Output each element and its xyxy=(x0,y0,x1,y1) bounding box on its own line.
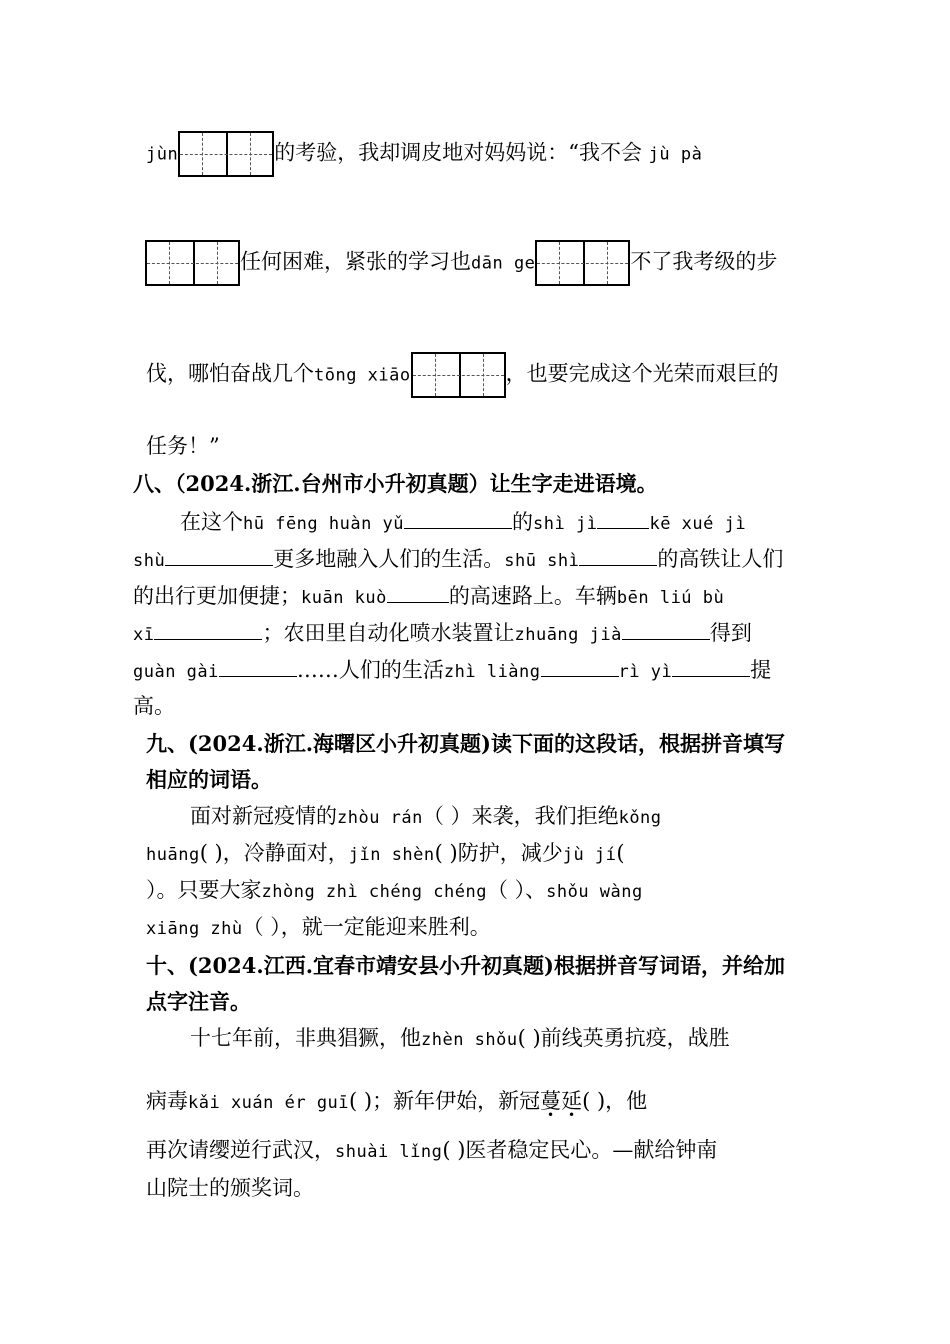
q8-text: 得到 xyxy=(709,621,752,645)
story-text: 的考验，我却调皮地对妈妈说：“我不会 xyxy=(274,140,642,165)
story-line-4: 任务！” xyxy=(146,434,220,458)
pinyin-text: kē xué jì xyxy=(649,514,747,534)
pinyin-text: shì jì xyxy=(533,514,598,534)
answer-blank[interactable] xyxy=(165,543,273,566)
q10-line-3 xyxy=(146,1135,717,1167)
q10-line-2 xyxy=(146,1086,647,1118)
q9-text: （ ）、 xyxy=(486,878,547,902)
q9-text: 面对新冠疫情的 xyxy=(190,804,337,828)
q9-heading: 九、(2024.浙江.海曙区小升初真题)读下面的这段话，根据拼音填写 xyxy=(146,731,785,756)
q8-line-2 xyxy=(133,543,783,576)
q8-heading: 八、（2024.浙江.台州市小升初真题）让生字走进语境。 xyxy=(133,471,658,496)
q8-text: 的高速路上。车辆 xyxy=(448,584,617,608)
answer-blank[interactable] xyxy=(622,617,710,640)
answer-blank[interactable] xyxy=(597,506,649,529)
writing-grid[interactable] xyxy=(178,131,274,177)
answer-blank[interactable] xyxy=(672,654,750,677)
writing-grid[interactable] xyxy=(145,240,240,286)
q10-text: 病毒 xyxy=(146,1089,188,1113)
q10-text: 再次请缨逆行武汉， xyxy=(146,1138,335,1162)
pinyin-text: guàn gài xyxy=(133,662,219,682)
q8-line-4 xyxy=(133,617,752,650)
q8-text: 更多地融入人们的生活。 xyxy=(273,547,505,571)
story-text: 不了我考级的步 xyxy=(630,249,778,274)
q9-heading-cont: 相应的词语。 xyxy=(146,767,272,792)
q9-line-3 xyxy=(146,875,643,907)
pinyin-text: zhòng zhì chéng chéng xyxy=(261,882,487,902)
q8-text: 提 xyxy=(750,658,772,682)
story-line-2 xyxy=(145,240,777,286)
pinyin-text: jùn xyxy=(146,144,179,165)
pinyin-text: bēn liú bù xyxy=(616,588,725,608)
pinyin-text: kuān kuò xyxy=(301,588,387,608)
dotted-char: 蔓 xyxy=(540,1089,562,1113)
pinyin-text: zhì liàng xyxy=(443,662,541,682)
answer-blank[interactable] xyxy=(154,617,262,640)
pinyin-text: kǎi xuán ér guī xyxy=(188,1093,350,1113)
writing-grid[interactable] xyxy=(535,240,630,286)
q8-text: ；农田里自动化喷水装置让 xyxy=(262,621,515,645)
pinyin-text: tōng xiāo xyxy=(314,365,411,386)
pinyin-text: shuài lǐng xyxy=(335,1142,443,1162)
q9-line-4 xyxy=(146,912,491,944)
q8-text: ……人们的生活 xyxy=(296,658,444,682)
q10-heading-cont: 点字注音。 xyxy=(146,989,251,1014)
pinyin-text: jù jí xyxy=(562,845,617,865)
pinyin-text: jù pà xyxy=(648,144,703,165)
story-line-3 xyxy=(146,352,779,398)
pinyin-text: huāng xyxy=(146,845,200,865)
pinyin-text: jǐn shèn xyxy=(348,845,435,865)
pinyin-text: hū fēng huàn yǔ xyxy=(243,514,405,534)
pinyin-text: shù xyxy=(133,551,166,571)
q8-line-6: 高。 xyxy=(133,694,175,718)
q9-text: ）。只要大家 xyxy=(146,878,262,902)
q9-text: （ ）来袭，我们拒绝 xyxy=(422,804,619,828)
answer-blank[interactable] xyxy=(404,506,512,529)
answer-blank[interactable] xyxy=(579,543,657,566)
q9-text: ( )防护，减少 xyxy=(434,841,563,865)
q8-line-5 xyxy=(133,654,771,687)
pinyin-text: xiāng zhù xyxy=(146,919,243,939)
pinyin-text: zhòu rán xyxy=(337,808,423,828)
story-text: ，也要完成这个光荣而艰巨的 xyxy=(505,361,779,386)
q10-line-1 xyxy=(190,1023,730,1055)
story-text: 伐，哪怕奋战几个 xyxy=(146,361,314,386)
q8-line-1 xyxy=(180,506,746,539)
q10-text: ( )，他 xyxy=(582,1089,648,1113)
story-text: 任何困难，紧张的学习也 xyxy=(240,249,471,274)
pinyin-text: xī xyxy=(133,625,155,645)
q10-text: ( )医者稳定民心。—献给钟南 xyxy=(442,1138,718,1162)
q8-text: 的 xyxy=(512,510,534,534)
story-line-1 xyxy=(146,131,702,177)
q9-text: ( xyxy=(616,841,625,865)
pinyin-text: shǒu wàng xyxy=(546,882,643,902)
q9-text: ( )，冷静面对， xyxy=(199,841,349,865)
pinyin-text: dān ge xyxy=(471,253,536,274)
q10-text: ( )；新年伊始，新冠 xyxy=(349,1089,541,1113)
answer-blank[interactable] xyxy=(219,654,297,677)
q9-line-1 xyxy=(190,801,662,833)
pinyin-text: rì yì xyxy=(618,662,673,682)
q9-text: （ ），就一定能迎来胜利。 xyxy=(242,915,491,939)
answer-blank[interactable] xyxy=(387,580,449,603)
dotted-char: 延 xyxy=(561,1089,583,1113)
q10-text: 十七年前，非典猖獗，他 xyxy=(190,1026,421,1050)
q8-text: 的高铁让人们 xyxy=(657,547,784,571)
q10-heading: 十、(2024.江西.宜春市靖安县小升初真题)根据拼音写词语，并给加 xyxy=(146,953,785,978)
answer-blank[interactable] xyxy=(541,654,619,677)
pinyin-text: kǒng xyxy=(618,808,662,828)
q10-line-4: 山院士的颁奖词。 xyxy=(146,1176,314,1200)
q8-text: 的出行更加便捷； xyxy=(133,584,301,608)
q8-text: 在这个 xyxy=(180,510,243,534)
pinyin-text: zhèn shǒu xyxy=(421,1030,518,1050)
pinyin-text: shū shì xyxy=(504,551,580,571)
q9-line-2 xyxy=(146,838,625,870)
writing-grid[interactable] xyxy=(411,352,506,398)
q10-text: ( )前线英勇抗疫，战胜 xyxy=(517,1026,730,1050)
pinyin-text: zhuāng jià xyxy=(514,625,622,645)
q8-line-3 xyxy=(133,580,724,613)
